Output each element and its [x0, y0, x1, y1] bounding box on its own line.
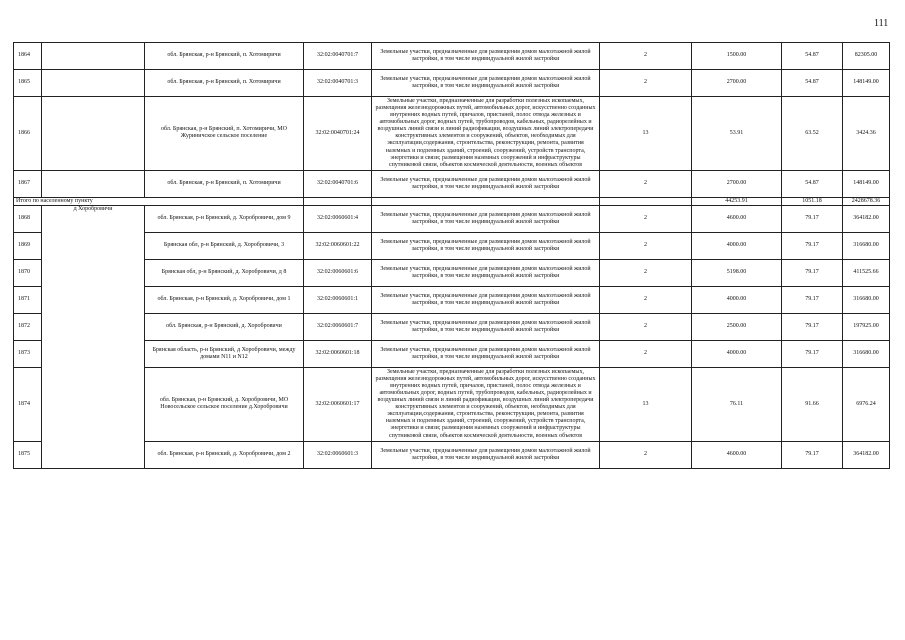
- row-number: 1869: [14, 232, 42, 259]
- row-number: 1870: [14, 259, 42, 286]
- cadastral-number-cell: 32:02:0060601:3: [304, 441, 372, 468]
- land-use-cell: Земельные участки, предназначенные для размещения домов малоэтажной жилой застройки, в том числе индивидуальной жилой застройки: [372, 170, 600, 197]
- table-row: [14, 441, 890, 468]
- row-number: 1868: [14, 205, 42, 232]
- row-number: 1867: [14, 170, 42, 197]
- row-number: 1871: [14, 286, 42, 313]
- land-use-cell: Земельные участки, предназначенные для размещения домов малоэтажной жилой застройки, в том числе индивидуальной жилой застройки: [372, 232, 600, 259]
- value-cell: 316680.00: [843, 286, 890, 313]
- land-use-cell: Земельные участки, предназначенные для размещения домов малоэтажной жилой застройки, в том числе индивидуальной жилой застройки: [372, 441, 600, 468]
- subtotal-value: 2428678.36: [843, 197, 890, 205]
- cadastral-number-cell: 32:02:0060601:7: [304, 313, 372, 340]
- use-code-cell: 2: [600, 43, 692, 70]
- cadastral-number-cell: 32:02:0060601:17: [304, 367, 372, 441]
- rate-cell: 54.87: [782, 170, 843, 197]
- table-row: [14, 313, 890, 340]
- cadastral-value-table: [13, 42, 890, 469]
- area-cell: 4000.00: [692, 340, 782, 367]
- table-row: [14, 97, 890, 171]
- table-row: [14, 170, 890, 197]
- settlement-cell: [42, 70, 145, 97]
- use-code-cell: 2: [600, 70, 692, 97]
- address-cell: обл. Брянская, р-н Брянский, д. Хоробровичи, МО Новосельское сельское поселение д.Хоробровичи: [145, 367, 304, 441]
- area-cell: 76.11: [692, 367, 782, 441]
- subtotal-area: 44253.91: [692, 197, 782, 205]
- land-use-cell: Земельные участки, предназначенные для размещения домов малоэтажной жилой застройки, в том числе индивидуальной жилой застройки: [372, 340, 600, 367]
- land-use-cell: Земельные участки, предназначенные для разработки полезных ископаемых, размещения железнодорожных путей, автомобильных дорог, искусственно созданных внутренних водных путей, причалов, пристаней, полос отвода железных и автомобильных дорог, водных путей, трубопроводов, кабельных, радиорелейных и воздушных линий связи и линий радиофикации, воздушных линий электропередачи конструктивных элементов и сооружений, объектов, необходимых для эксплуатации,содержания, строительства, реконструкции, ремонта, развития наземных и подземных зданий, строений, сооружений, устройств транспорта, энергетики и связи; размещения наземных сооружений и инфраструктуры спутниковой связи, объектов космической деятельности, военных объектов: [372, 367, 600, 441]
- cadastral-number-cell: 32:02:0060601:1: [304, 286, 372, 313]
- table-row: [14, 286, 890, 313]
- rate-cell: 79.17: [782, 441, 843, 468]
- row-number: 1872: [14, 313, 42, 340]
- rate-cell: 79.17: [782, 232, 843, 259]
- use-code-cell: 2: [600, 286, 692, 313]
- area-cell: 4000.00: [692, 232, 782, 259]
- cadastral-number-cell: 32:02:0040701:24: [304, 97, 372, 171]
- area-cell: 53.91: [692, 97, 782, 171]
- value-cell: 197925.00: [843, 313, 890, 340]
- cadastral-number-cell: 32:02:0040701:7: [304, 43, 372, 70]
- settlement-cell: [42, 97, 145, 171]
- cadastral-number-cell: 32:02:0060601:18: [304, 340, 372, 367]
- area-cell: 2500.00: [692, 313, 782, 340]
- row-number: 1866: [14, 97, 42, 171]
- value-cell: 6976.24: [843, 367, 890, 441]
- area-cell: 1500.00: [692, 43, 782, 70]
- cadastral-number-cell: 32:02:0060601:22: [304, 232, 372, 259]
- address-cell: обл. Брянская, р-н Брянский, д. Хоробровичи: [145, 313, 304, 340]
- address-cell: обл. Брянская, р-н Брянский, п. Хотомиричи, МО Журиничское сельское поселение: [145, 97, 304, 171]
- value-cell: 148149.00: [843, 170, 890, 197]
- settlement-cell: [42, 43, 145, 70]
- address-cell: обл. Брянская, р-н Брянский, п. Хотомиричи: [145, 43, 304, 70]
- use-code-cell: 2: [600, 441, 692, 468]
- rate-cell: 79.17: [782, 313, 843, 340]
- value-cell: 364182.00: [843, 441, 890, 468]
- row-number: 1864: [14, 43, 42, 70]
- use-code-cell: 2: [600, 170, 692, 197]
- area-cell: 4000.00: [692, 286, 782, 313]
- rate-cell: 54.87: [782, 70, 843, 97]
- row-number: 1873: [14, 340, 42, 367]
- address-cell: обл. Брянская, р-н Брянский, п. Хотомиричи: [145, 170, 304, 197]
- value-cell: 316680.00: [843, 340, 890, 367]
- table-body-settlement-b: [14, 205, 890, 468]
- use-code-cell: 2: [600, 340, 692, 367]
- subtotal-section: [14, 197, 890, 205]
- address-cell: Брянская область, р-н Брянский, д Хоробровичи, между домами N11 и N12: [145, 340, 304, 367]
- address-cell: обл. Брянская, р-н Брянский, д. Хоробровичи, дом 2: [145, 441, 304, 468]
- land-use-cell: Земельные участки, предназначенные для размещения домов малоэтажной жилой застройки, в том числе индивидуальной жилой застройки: [372, 313, 600, 340]
- table-row: [14, 70, 890, 97]
- address-cell: обл. Брянская, р-н Брянский, д. Хоробровичи, дом 1: [145, 286, 304, 313]
- land-use-cell: Земельные участки, предназначенные для разработки полезных ископаемых, размещения железнодорожных путей, автомобильных дорог, искусственно созданных внутренних водных путей, причалов, пристаней, полос отвода железных и автомобильных дорог, водных путей, трубопроводов, кабельных, радиорелейных и воздушных линий связи и линий радиофикации, воздушных линий электропередачи конструктивных элементов и сооружений, объектов, необходимых для эксплуатации,содержания, строительства, реконструкции, ремонта, развития наземных и подземных зданий, строений, сооружений, устройств транспорта, энергетики и связи; размещения наземных сооружений и инфраструктуры спутниковой связи, объектов космической деятельности, военных объектов: [372, 97, 600, 171]
- use-code-cell: 2: [600, 259, 692, 286]
- row-number: 1874: [14, 367, 42, 441]
- area-cell: 2700.00: [692, 170, 782, 197]
- table-row: [14, 232, 890, 259]
- land-use-cell: Земельные участки, предназначенные для размещения домов малоэтажной жилой застройки, в том числе индивидуальной жилой застройки: [372, 43, 600, 70]
- rate-cell: 79.17: [782, 205, 843, 232]
- use-code-cell: 2: [600, 313, 692, 340]
- rate-cell: 79.17: [782, 259, 843, 286]
- subtotal-label: Итого по населенному пункту: [14, 197, 304, 205]
- value-cell: 3424.36: [843, 97, 890, 171]
- cadastral-number-cell: 32:02:0060601:4: [304, 205, 372, 232]
- use-code-cell: 2: [600, 232, 692, 259]
- settlement-name: д Хоробровичи: [42, 205, 145, 468]
- rate-cell: 91.66: [782, 367, 843, 441]
- table-body-settlement-a: [14, 43, 890, 198]
- row-number: 1875: [14, 441, 42, 468]
- page-number: 111: [874, 18, 889, 29]
- settlement-cell: [42, 170, 145, 197]
- land-use-cell: Земельные участки, предназначенные для размещения домов малоэтажной жилой застройки, в том числе индивидуальной жилой застройки: [372, 286, 600, 313]
- subtotal-row: [14, 197, 890, 205]
- value-cell: 148149.00: [843, 70, 890, 97]
- value-cell: 364182.00: [843, 205, 890, 232]
- rate-cell: 79.17: [782, 286, 843, 313]
- address-cell: обл. Брянская, р-н Брянский, д. Хоробровичи, дом 9: [145, 205, 304, 232]
- cadastral-number-cell: 32:02:0040701:3: [304, 70, 372, 97]
- use-code-cell: 13: [600, 97, 692, 171]
- table-row: [14, 340, 890, 367]
- table-row: [14, 43, 890, 70]
- area-cell: 2700.00: [692, 70, 782, 97]
- area-cell: 4600.00: [692, 205, 782, 232]
- table-row: [14, 367, 890, 441]
- subtotal-rate: 1051.18: [782, 197, 843, 205]
- use-code-cell: 2: [600, 205, 692, 232]
- address-cell: Брянская обл, р-н Брянский, д. Хоробровичи, 3: [145, 232, 304, 259]
- row-number: 1865: [14, 70, 42, 97]
- table-row: [14, 259, 890, 286]
- land-use-cell: Земельные участки, предназначенные для размещения домов малоэтажной жилой застройки, в том числе индивидуальной жилой застройки: [372, 70, 600, 97]
- rate-cell: 79.17: [782, 340, 843, 367]
- area-cell: 4600.00: [692, 441, 782, 468]
- area-cell: 5198.00: [692, 259, 782, 286]
- rate-cell: 54.87: [782, 43, 843, 70]
- use-code-cell: 13: [600, 367, 692, 441]
- land-use-cell: Земельные участки, предназначенные для размещения домов малоэтажной жилой застройки, в том числе индивидуальной жилой застройки: [372, 259, 600, 286]
- address-cell: обл. Брянская, р-н Брянский, п. Хотомиричи: [145, 70, 304, 97]
- cadastral-number-cell: 32:02:0040701:6: [304, 170, 372, 197]
- rate-cell: 63.52: [782, 97, 843, 171]
- value-cell: 411525.66: [843, 259, 890, 286]
- table-row: [14, 205, 890, 232]
- value-cell: 316680.00: [843, 232, 890, 259]
- address-cell: Брянская обл, р-н Брянский, д. Хоробровичи, д 8: [145, 259, 304, 286]
- value-cell: 82305.00: [843, 43, 890, 70]
- cadastral-number-cell: 32:02:0060601:6: [304, 259, 372, 286]
- land-use-cell: Земельные участки, предназначенные для размещения домов малоэтажной жилой застройки, в том числе индивидуальной жилой застройки: [372, 205, 600, 232]
